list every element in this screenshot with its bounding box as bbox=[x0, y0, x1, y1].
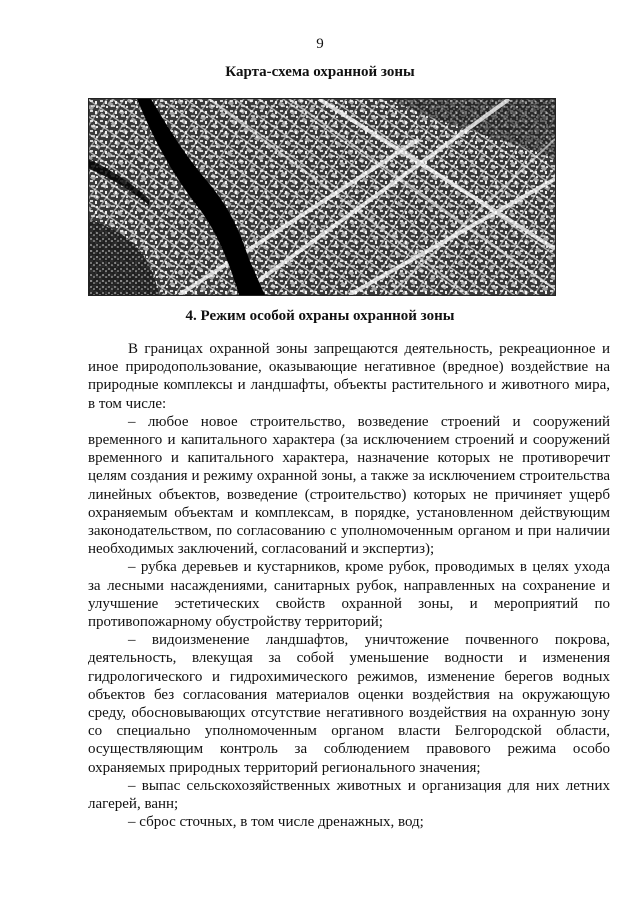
body-text bbox=[88, 340, 610, 831]
page-number: 9 bbox=[316, 36, 324, 52]
list-item-construction: – любое новое строительство, возведение строений и сооружений временного и капитального характера (за исключением строений и сооружений временного и капитального характера, назначение которых не противоречит целям создания и режиму охранной зоны, а также за исключением строительства линейных объектов, возведение (строительство) которых не причиняет ущерб охраняемым объектам и комплексам, в порядке, установленном действующим законодательством, по согласованию с уполномоченным органом и при наличии необходимых заключений, согласований и экспертиз); bbox=[88, 413, 610, 558]
paragraph-intro: В границах охранной зоны запрещаются деятельность, рекреационное и иное природопользование, оказывающие негативное (вредное) воздействие на природные комплексы и ландшафты, объекты растительного и животного мира, в том числе: bbox=[88, 341, 610, 412]
map-title: Карта-схема охранной зоны bbox=[225, 64, 415, 80]
list-item-grazing: – выпас сельскохозяйственных животных и организация для них летних лагерей, ванн; bbox=[88, 777, 610, 813]
section-heading: 4. Режим особой охраны охранной зоны bbox=[185, 308, 455, 324]
aerial-map-image bbox=[88, 98, 556, 296]
list-item-logging: – рубка деревьев и кустарников, кроме рубок, проводимых в целях ухода за лесными насаждениями, санитарных рубок, направленных на сохранение и улучшение эстетических свойств охранной зоны, и мероприятий по противопожарному обустройству территорий; bbox=[88, 559, 610, 631]
aerial-map-graphic bbox=[89, 99, 555, 295]
list-item-landscape: – видоизменение ландшафтов, уничтожение почвенного покрова, деятельность, влекущая за собой уменьшение водности и изменения гидрологического и гидрохимического режимов, изменение берегов водных объектов без согласования материалов оценки воздействия на окружающую среду, обосновывающих отсутствие негативного воздействия на охранную зону со специально уполномоченным органом власти Белгородской области, осуществляющим контроль за соблюдением правового режима особо охраняемых природных территорий регионального значения; bbox=[88, 632, 610, 776]
list-item-wastewater: – сброс сточных, в том числе дренажных, вод; bbox=[128, 814, 424, 831]
